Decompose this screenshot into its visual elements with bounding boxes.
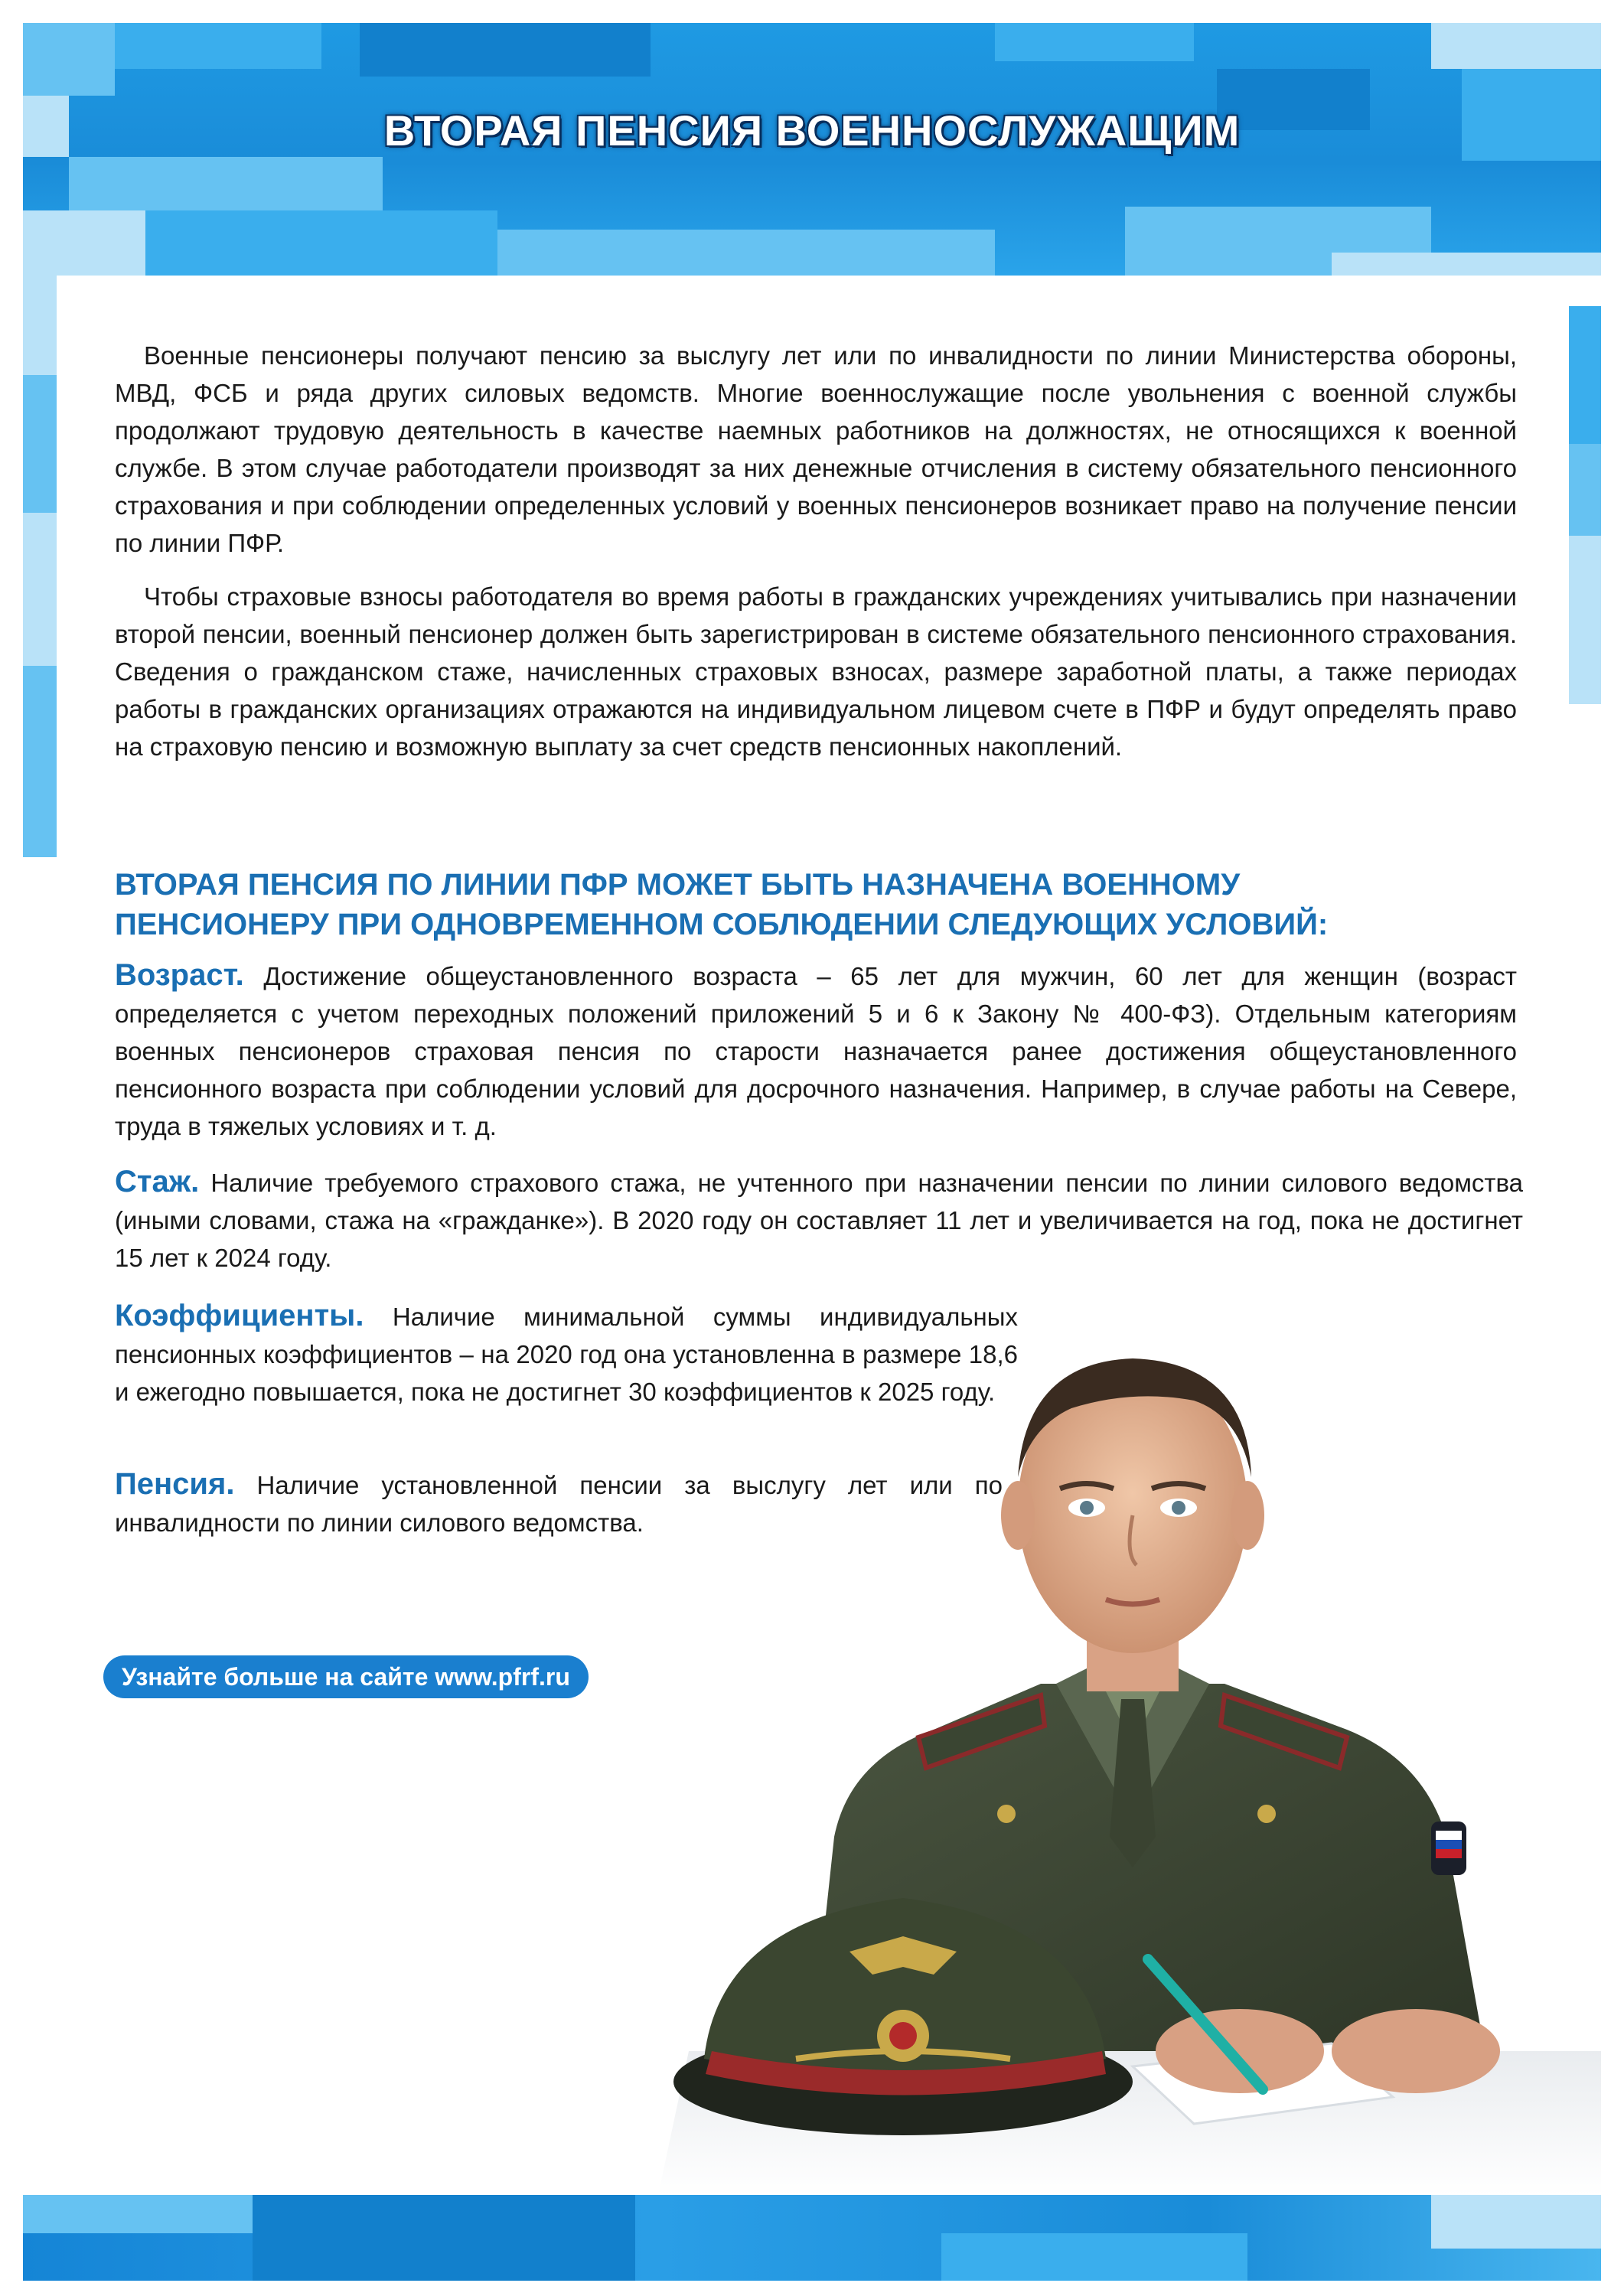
footer-band [23,2195,1601,2281]
footer-tile [253,2195,635,2281]
condition-age-label: Возраст. [115,958,244,992]
emblem-star [889,2022,917,2050]
lapel-insignia-right [1257,1805,1276,1823]
condition-coefficients [115,1297,1018,1411]
condition-experience [115,1163,1523,1277]
patch-flag-blue [1436,1840,1462,1849]
header-tile [360,23,651,77]
side-tile [1569,536,1601,704]
intro-paragraph-2: Чтобы страховые взносы работодателя во время работы в гражданских учреждениях учитывались при назначении второй пенсии, военный пенсионер должен быть зарегистрирован в системе обязательного пенсионного страхования. Сведения о гражданском стаже, начисленных страховых взносах, размере заработной платы, а также периодах работы в гражданских организациях отражаются на индивидуальном лицевом счете в ПФР и будут определять право на страховую пенсию и возможную выплату за счет средств пенсионных накоплений. [115,582,1517,761]
side-tile [23,666,57,857]
ear-left [1001,1481,1035,1550]
right-decor-strip [1569,276,1601,704]
header-tile [145,210,497,276]
footer-tile [1431,2195,1601,2249]
condition-pension-text: Наличие установленной пенсии за выслугу лет или по инвалидности по линии силового ведомства. [115,1471,1003,1537]
condition-age-text: Достижение общеустановленного возраста – 65 лет для мужчин, 60 лет для женщин (возраст определяется с учетом переходных положений приложений 5 и 6 к Закону № 400-ФЗ). Отдельным категориям военных пенсионеров страховая пенсия по старости назначается ранее достижения общеустановленного пенсионного возраста при соблюдении условий для досрочного назначения. Например, в случае работы на Севере, труда в тяжелых условиях и т. д. [115,962,1517,1140]
header-tile [23,210,145,276]
side-tile [23,375,57,513]
header-tile [497,230,995,276]
footer-tile [941,2233,1247,2281]
condition-pension [115,1466,1003,1541]
side-tile [1569,306,1601,444]
page-title: ВТОРАЯ ПЕНСИЯ ВОЕННОСЛУЖАЩИМ [383,106,1241,155]
conditions-heading [115,865,1538,944]
site-link[interactable]: Узнайте больше на сайте www.pfrf.ru [103,1655,589,1698]
header-tile [115,23,321,69]
header-tile [69,157,383,210]
side-tile [23,513,57,666]
hand-left [1332,2009,1500,2093]
condition-pension-label: Пенсия. [115,1467,235,1501]
conditions-heading-line-2: ПЕНСИОНЕРУ ПРИ ОДНОВРЕМЕННОМ СОБЛЮДЕНИИ СЛЕДУЮЩИХ УСЛОВИЙ: [115,908,1329,941]
officer-photo [658,1286,1601,2195]
condition-coefficients-text: Наличие минимальной суммы индивидуальных пенсионных коэффициентов – на 2020 год она установленна в размере 18,6 и ежегодно повышается, пока не достигнет 30 коэффициентов к 2025 году. [115,1303,1018,1406]
conditions-heading-line-1: ВТОРАЯ ПЕНСИЯ ПО ЛИНИИ ПФР МОЖЕТ БЫТЬ НАЗНАЧЕНА ВОЕННОМУ [115,868,1241,902]
intro-paragraph-1: Военные пенсионеры получают пенсию за выслугу лет или по инвалидности по линии Министерства обороны, МВД, ФСБ и ряда других силовых ведомств. Многие военнослужащие после увольнения с военной службы продолжают трудовую деятельность в качестве наемных работников на должностях, не относящихся к военной службе. В этом случае работодатели производят за них денежные отчисления в систему обязательного пенсионного страхования и при соблюдении определенных условий у военных пенсионеров возникает право на получение пенсии по линии ПФР. [115,341,1517,557]
footer-tile [23,2195,253,2233]
condition-experience-text: Наличие требуемого страхового стажа, не учтенного при назначении пенсии по линии силового ведомства (иными словами, стажа на «гражданке»). В 2020 году он составляет 11 лет и увеличивается на год, пока не достигнет 15 лет к 2024 году. [115,1169,1524,1272]
header-tile [1431,23,1601,69]
side-tile [23,276,57,375]
header-tile [23,23,115,96]
hand-right [1156,2009,1324,2093]
ear-right [1231,1481,1264,1550]
left-decor-strip [23,276,57,857]
condition-experience-label: Стаж. [115,1165,200,1199]
lapel-insignia-left [997,1805,1016,1823]
condition-coefficients-label: Коэффициенты. [115,1299,364,1332]
header-tile [995,23,1194,61]
header-tile [1332,253,1601,276]
patch-flag-white [1436,1831,1462,1840]
condition-age [115,957,1517,1145]
iris-right [1172,1501,1185,1515]
patch-flag-red [1436,1849,1462,1858]
iris-left [1080,1501,1094,1515]
side-tile [1569,444,1601,536]
